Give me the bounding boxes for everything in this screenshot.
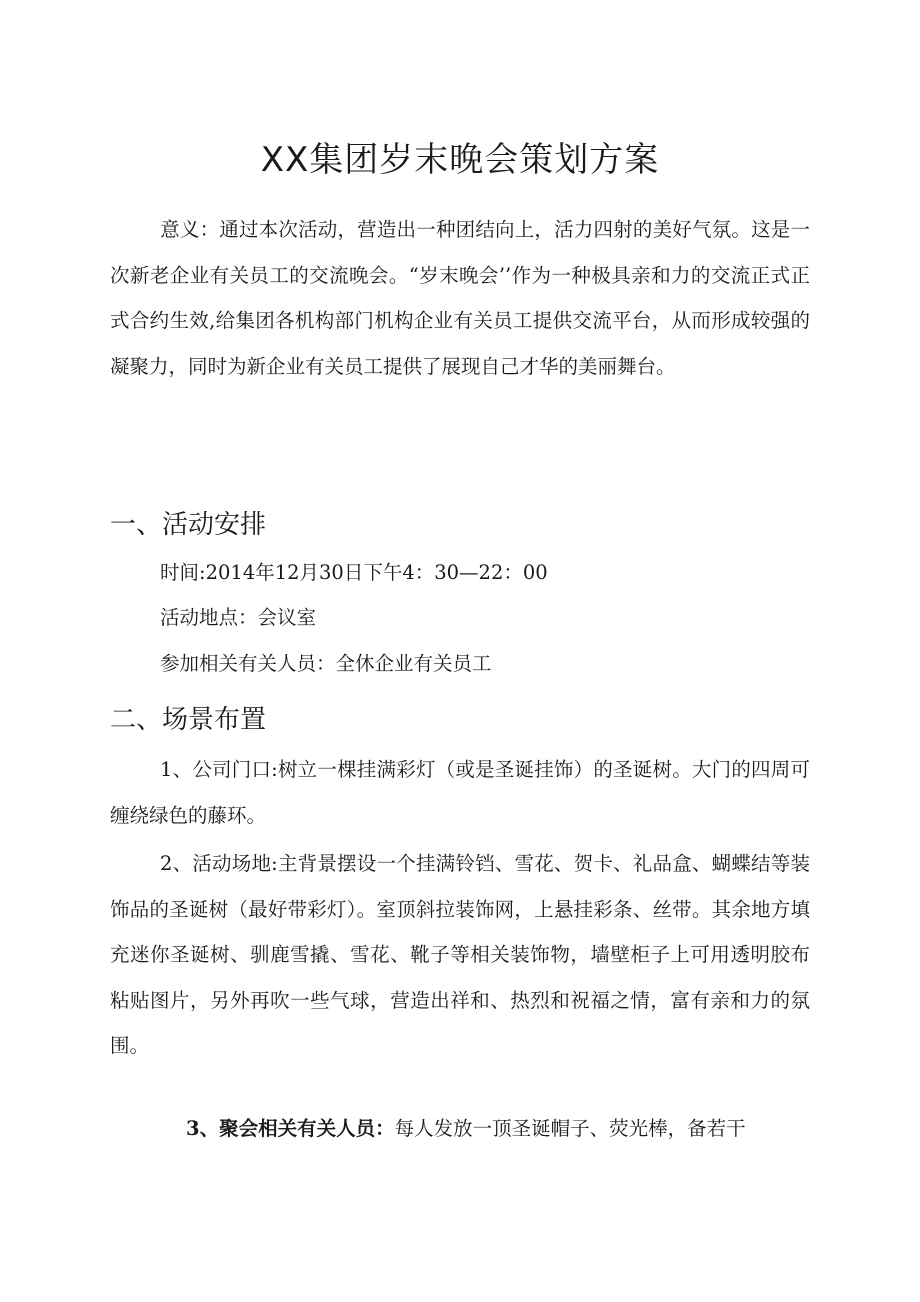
activity-participants: 参加相关有关人员：全休企业有关员工 [160,652,492,675]
scene-item-label: 3、聚会相关有关人员： [186,1117,395,1140]
scene-item-text: 树立一棵挂满彩灯（或是圣诞挂饰）的圣诞树。大门的四周可缠绕绿色的藤环。 [110,758,810,827]
scene-item-label: 1、公司门口: [160,758,278,781]
scene-item-text: 主背景摆设一个挂满铃铛、雪花、贺卡、礼品盒、蝴蝶结等装饰品的圣诞树（最好带彩灯）。室顶斜拉装饰网，上悬挂彩条、丝带。其余地方填充迷你圣诞树、驯鹿雪撬、雪花、靴子等相关装饰物，墙壁柜子上可用透明胶布粘贴图片，另外再吹一些气球，营造出祥和、热烈和祝福之情，富有亲和力的氛围。 [110,852,810,1057]
intro-text: 意义：通过本次活动，营造出一种团结向上，活力四射的美好气氛。这是一次新老企业有关员工的交流晚会。“岁末晚会’’作为一种极具亲和力的交流正式正式合约生效,给集团各机构部门机构企业有关员工提供交流平台，从而形成较强的凝聚力，同时为新企业有关员工提供了展现自己才华的美丽舞台。 [110,218,810,378]
intro-paragraph [110,207,810,389]
scene-item-attendees [136,1106,810,1152]
scene-item-text: 每人发放一顶圣诞帽子、荧光棒，备若干 [394,1117,746,1140]
document-title: XX集团岁末晚会策划方案 [260,139,660,180]
section-heading-activity: 一、活动安排 [110,510,267,540]
scene-item-label: 2、活动场地: [160,852,278,875]
activity-time: 时间:2014年12月30日下午4：30—22：00 [160,561,548,584]
section-heading-scene: 二、场景布置 [110,705,267,735]
activity-place: 活动地点：会议室 [160,606,317,629]
scene-item-venue [110,841,810,1069]
scene-item-entrance [110,747,810,838]
